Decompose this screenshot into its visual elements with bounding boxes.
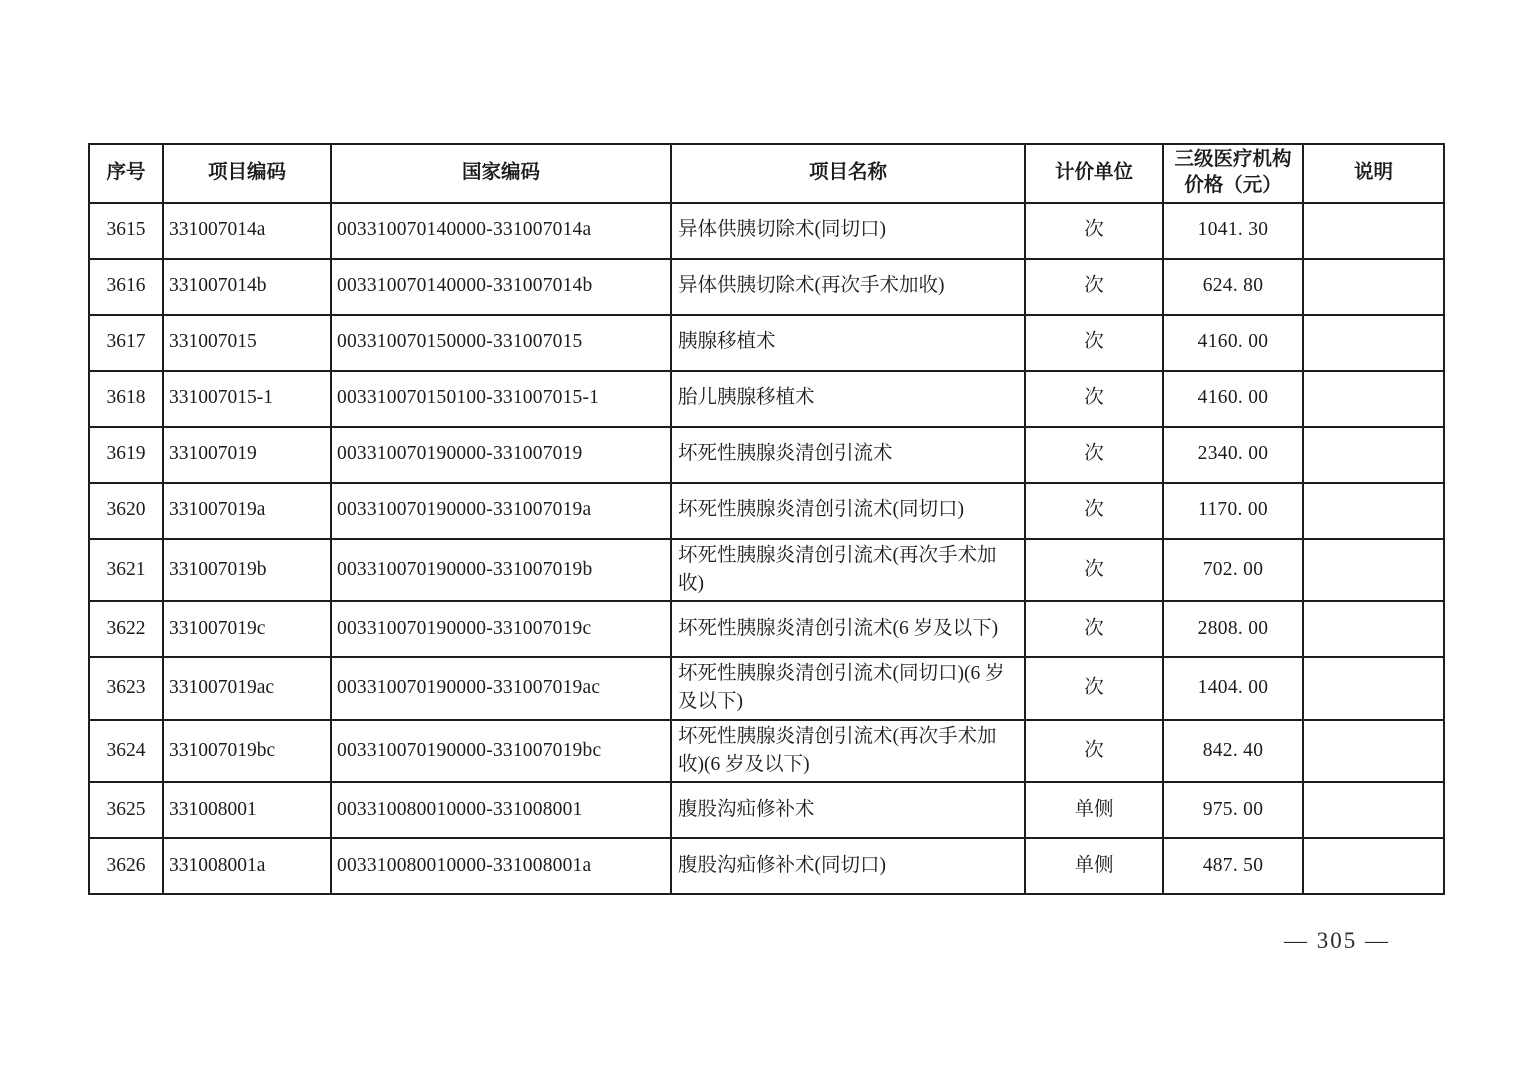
cell-project-name: 胎儿胰腺移植术 — [671, 371, 1025, 427]
cell-price: 1404. 00 — [1163, 657, 1303, 720]
header-project-name: 项目名称 — [671, 144, 1025, 203]
cell-seq: 3620 — [89, 483, 163, 539]
cell-project-name: 坏死性胰腺炎清创引流术(再次手术加收) — [671, 539, 1025, 602]
cell-price: 1041. 30 — [1163, 203, 1303, 259]
price-table — [88, 143, 1445, 895]
cell-seq: 3615 — [89, 203, 163, 259]
cell-note — [1303, 315, 1444, 371]
cell-project-name: 腹股沟疝修补术(同切口) — [671, 838, 1025, 894]
cell-seq: 3617 — [89, 315, 163, 371]
table-row — [89, 601, 1444, 657]
header-pricing-unit: 计价单位 — [1025, 144, 1163, 203]
cell-project-code: 331007019 — [163, 427, 331, 483]
table-row — [89, 838, 1444, 894]
table-row — [89, 782, 1444, 838]
cell-project-code: 331008001a — [163, 838, 331, 894]
header-note: 说明 — [1303, 144, 1444, 203]
cell-pricing-unit: 次 — [1025, 315, 1163, 371]
cell-project-name: 腹股沟疝修补术 — [671, 782, 1025, 838]
cell-pricing-unit: 次 — [1025, 259, 1163, 315]
table-row — [89, 427, 1444, 483]
cell-project-code: 331007019c — [163, 601, 331, 657]
cell-project-code: 331007015-1 — [163, 371, 331, 427]
cell-project-code: 331008001 — [163, 782, 331, 838]
cell-project-code: 331007019ac — [163, 657, 331, 720]
cell-seq: 3625 — [89, 782, 163, 838]
cell-price: 2340. 00 — [1163, 427, 1303, 483]
cell-national-code: 003310070190000-331007019ac — [331, 657, 671, 720]
cell-price: 487. 50 — [1163, 838, 1303, 894]
table-row — [89, 539, 1444, 602]
cell-project-code: 331007015 — [163, 315, 331, 371]
table-header-row — [89, 144, 1444, 203]
cell-project-name: 坏死性胰腺炎清创引流术(同切口) — [671, 483, 1025, 539]
cell-note — [1303, 657, 1444, 720]
cell-project-name: 坏死性胰腺炎清创引流术(6 岁及以下) — [671, 601, 1025, 657]
table-row — [89, 371, 1444, 427]
cell-project-name: 异体供胰切除术(再次手术加收) — [671, 259, 1025, 315]
cell-price: 842. 40 — [1163, 720, 1303, 783]
cell-project-code: 331007019b — [163, 539, 331, 602]
cell-note — [1303, 371, 1444, 427]
cell-national-code: 003310070190000-331007019 — [331, 427, 671, 483]
cell-pricing-unit: 次 — [1025, 427, 1163, 483]
cell-project-code: 331007019a — [163, 483, 331, 539]
cell-seq: 3626 — [89, 838, 163, 894]
cell-seq: 3624 — [89, 720, 163, 783]
cell-pricing-unit: 次 — [1025, 657, 1163, 720]
cell-project-code: 331007014b — [163, 259, 331, 315]
cell-national-code: 003310070190000-331007019a — [331, 483, 671, 539]
cell-note — [1303, 838, 1444, 894]
cell-national-code: 003310080010000-331008001 — [331, 782, 671, 838]
cell-pricing-unit: 次 — [1025, 539, 1163, 602]
cell-price: 4160. 00 — [1163, 371, 1303, 427]
table-row — [89, 483, 1444, 539]
cell-price: 975. 00 — [1163, 782, 1303, 838]
cell-national-code: 003310080010000-331008001a — [331, 838, 671, 894]
table-row — [89, 315, 1444, 371]
cell-project-name: 异体供胰切除术(同切口) — [671, 203, 1025, 259]
cell-pricing-unit: 次 — [1025, 483, 1163, 539]
cell-price: 2808. 00 — [1163, 601, 1303, 657]
cell-national-code: 003310070140000-331007014a — [331, 203, 671, 259]
cell-project-name: 胰腺移植术 — [671, 315, 1025, 371]
cell-pricing-unit: 单侧 — [1025, 838, 1163, 894]
cell-note — [1303, 259, 1444, 315]
cell-price: 1170. 00 — [1163, 483, 1303, 539]
cell-national-code: 003310070150000-331007015 — [331, 315, 671, 371]
cell-price: 624. 80 — [1163, 259, 1303, 315]
cell-pricing-unit: 次 — [1025, 371, 1163, 427]
cell-project-code: 331007019bc — [163, 720, 331, 783]
cell-national-code: 003310070140000-331007014b — [331, 259, 671, 315]
cell-price: 4160. 00 — [1163, 315, 1303, 371]
cell-national-code: 003310070190000-331007019b — [331, 539, 671, 602]
cell-seq: 3622 — [89, 601, 163, 657]
table-row — [89, 203, 1444, 259]
cell-note — [1303, 601, 1444, 657]
table-row — [89, 259, 1444, 315]
header-national-code: 国家编码 — [331, 144, 671, 203]
cell-note — [1303, 539, 1444, 602]
cell-note — [1303, 203, 1444, 259]
cell-pricing-unit: 单侧 — [1025, 782, 1163, 838]
cell-note — [1303, 720, 1444, 783]
cell-national-code: 003310070150100-331007015-1 — [331, 371, 671, 427]
header-project-code: 项目编码 — [163, 144, 331, 203]
cell-note — [1303, 782, 1444, 838]
cell-seq: 3623 — [89, 657, 163, 720]
cell-project-name: 坏死性胰腺炎清创引流术 — [671, 427, 1025, 483]
cell-pricing-unit: 次 — [1025, 720, 1163, 783]
header-tier3-price: 三级医疗机构价格（元） — [1163, 144, 1303, 203]
cell-seq: 3621 — [89, 539, 163, 602]
cell-price: 702. 00 — [1163, 539, 1303, 602]
cell-seq: 3616 — [89, 259, 163, 315]
cell-note — [1303, 483, 1444, 539]
cell-note — [1303, 427, 1444, 483]
cell-seq: 3618 — [89, 371, 163, 427]
cell-project-code: 331007014a — [163, 203, 331, 259]
cell-pricing-unit: 次 — [1025, 601, 1163, 657]
cell-national-code: 003310070190000-331007019bc — [331, 720, 671, 783]
cell-project-name: 坏死性胰腺炎清创引流术(再次手术加收)(6 岁及以下) — [671, 720, 1025, 783]
table-row — [89, 657, 1444, 720]
cell-national-code: 003310070190000-331007019c — [331, 601, 671, 657]
header-seq: 序号 — [89, 144, 163, 203]
cell-pricing-unit: 次 — [1025, 203, 1163, 259]
cell-seq: 3619 — [89, 427, 163, 483]
cell-project-name: 坏死性胰腺炎清创引流术(同切口)(6 岁及以下) — [671, 657, 1025, 720]
table-row — [89, 720, 1444, 783]
page-number: — 305 — — [1284, 928, 1390, 953]
